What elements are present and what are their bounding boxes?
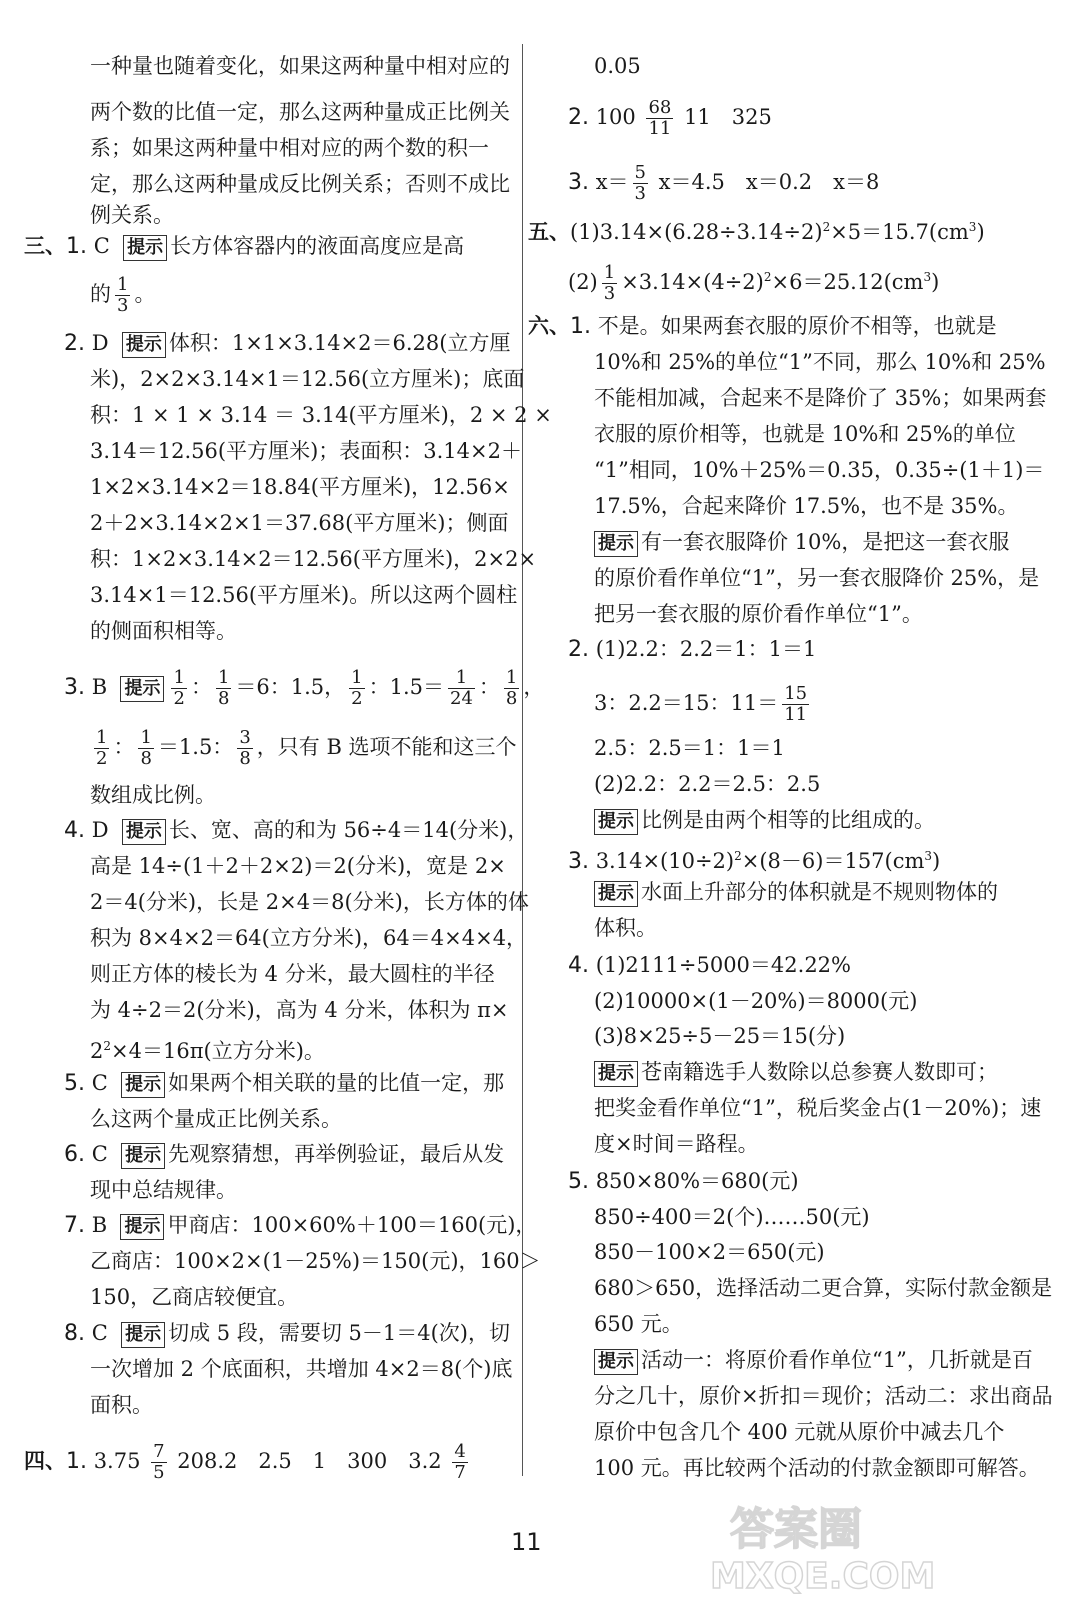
question-number: 4. [64,818,85,843]
hint-badge: 提示 [121,1322,165,1348]
text: (1)2111÷5000＝42.22% [595,953,851,977]
question-number: 1. [66,1449,87,1474]
hint-badge: 提示 [594,881,638,907]
text-line: 高是 14÷(1＋2＋2×2)＝2(分米)，宽是 2× [90,854,506,878]
text-line: 乙商店：100×2×(1－25%)＝150(元)，160＞ [90,1249,541,1273]
answer: D [91,331,109,355]
text: 的 [90,282,111,306]
hint-badge: 提示 [121,1143,165,1169]
question-number: 1. [66,234,87,259]
section-6-q2 [568,634,816,665]
text-line: 1×2×3.14×2＝18.84(平方厘米)，12.56× [90,475,510,499]
text-line [90,275,155,316]
question-number: 2. [568,637,589,662]
hint-text: 活动一：将原价看作单位“1”，几折就是百 [641,1348,1033,1372]
text-line: 17.5%，合起来降价 17.5%，也不是 35%。 [594,494,1019,518]
fraction: $\frac{1}{2}$ [96,727,108,769]
answer: 11 325 [684,105,772,129]
question-number: 1. [570,314,591,339]
text-line: 850－100×2＝650(元) [594,1240,825,1264]
hint-line [594,805,935,835]
answer: 100 [595,105,636,129]
question-4-3 [568,163,879,204]
text-line: 为 4÷2＝2(分米)，高为 4 分米，体积为 π× [90,998,509,1022]
hint-text: 长方体容器内的液面高度应是高 [170,234,465,258]
text: ： [190,675,212,699]
answer: B [91,675,108,699]
fraction: $\frac{7}{5}$ [153,1441,165,1483]
hint-badge: 提示 [123,235,167,261]
text-line: 把奖金看作单位“1”，税后奖金占(1－20%)；速 [594,1096,1042,1120]
answer: C [91,1071,108,1095]
text-line: 原价中包含几个 400 元就从原价中减去几个 [594,1420,1005,1444]
fraction: $\frac{1}{2}$ [173,667,185,709]
text-line: 衣服的原价相等，也就是 10%和 25%的单位 [594,422,1016,446]
text: 850×80%＝680(元) [595,1169,799,1193]
text-line: 一次增加 2 个底面积，共增加 4×2＝8(个)底 [90,1357,513,1381]
hint-badge: 提示 [120,1214,164,1240]
fraction: $\frac{68}{11}$ [648,97,672,139]
page-number: 11 [511,1528,542,1556]
hint-text: 体积：1×1×3.14×2＝6.28(立方厘 [168,331,511,355]
hint-badge: 提示 [122,819,166,845]
text-line: 2＋2×3.14×2×1＝37.68(平方厘米)；侧面 [90,511,509,535]
text-line: 例关系。 [90,203,174,227]
answer: 3.75 [93,1449,141,1473]
fraction: $\frac{1}{8}$ [505,667,518,709]
text-line: 定，那么这两种量成反比例关系；否则不成比 [90,172,510,196]
text: ：1.5＝ [368,675,445,699]
hint-badge: 提示 [594,809,638,835]
answer: B [91,1213,108,1237]
text-line: 积：1 × 1 × 3.14 ＝ 3.14(平方厘米)，2 × 2 × [90,403,552,427]
section-6-q4 [568,950,851,981]
text-line: 0.05 [594,54,641,78]
text-line: 一种量也随着变化，如果这两种量中相对应的 [90,54,510,78]
fraction: $\frac{3}{8}$ [239,727,251,769]
text-line: 的原价看作单位“1”，另一套衣服降价 25%，是 [594,566,1040,590]
fraction: $\frac{1}{24}$ [450,667,473,709]
hint-badge: 提示 [594,1061,638,1087]
answer: C [91,1321,108,1345]
question-number: 2. [568,105,589,130]
question-4 [64,815,528,846]
question-4-2 [568,98,772,139]
question-3-1 [24,231,464,262]
text-line: 150，乙商店较便宜。 [90,1285,299,1309]
text-line: (2)10000×(1－20%)＝8000(元) [594,989,918,1013]
section-label: 三、 [24,233,66,258]
fraction: $\frac{1}{3}$ [603,262,616,304]
answer: D [91,818,109,842]
question-number: 7. [64,1213,85,1238]
hint-text: 水面上升部分的体积就是不规则物体的 [641,880,998,904]
text-line: 3.14＝12.56(平方厘米)；表面积：3.14×2＋ [90,439,522,463]
question-number: 3. [64,675,85,700]
text-line: 面积。 [90,1393,153,1417]
watermark-logo [700,1496,1080,1596]
text-line: 850÷400＝2(个)……50(元) [594,1205,870,1229]
text-line: 3.14×1＝12.56(平方厘米)。所以这两个圆柱 [90,583,518,607]
hint-text: 切成 5 段，需要切 5－1＝4(次)，切 [168,1321,510,1345]
text: ： [478,675,500,699]
text: ： [113,735,135,759]
question-number: 8. [64,1321,85,1346]
text-line: 么这两个量成正比例关系。 [90,1107,342,1131]
question-5 [64,1068,504,1099]
text-line: 两个数的比值一定，那么这两种量成正比例关 [90,100,510,124]
hint-badge: 提示 [121,1072,165,1098]
hint-text: 甲商店：100×60%＋100＝160(元)， [167,1213,537,1237]
fraction: $\frac{4}{7}$ [454,1441,466,1483]
question-number: 3. [568,849,589,874]
question-2 [64,328,510,359]
hint-line [594,1057,998,1087]
text-line: 650 元。 [594,1312,683,1336]
question-number: 2. [64,331,85,356]
hint-badge: 提示 [594,531,638,557]
fraction: $\frac{1}{2}$ [351,667,363,709]
text: ＝1.5： [157,735,234,759]
text-line: 不能相加减，合起来不是降价了 35%；如果两套 [594,386,1047,410]
section-label: 六、 [528,313,570,338]
text: ，只有 B 选项不能和这三个 [256,735,517,759]
text-line: $2^2\times 4=16\pi$(立方分米)。 [90,1039,325,1063]
text-line: 积为 8×4×2＝64(立方分米)，64＝4×4×4， [90,926,528,950]
section-6-q5 [568,1166,799,1197]
text-line: 度×时间＝路程。 [594,1132,759,1156]
section-label: 五、 [528,219,570,244]
hint-badge: 提示 [594,1349,638,1375]
text-line: 数组成比例。 [90,783,216,807]
text-line: 体积。 [594,916,657,940]
answer: 208.2 2.5 1 300 3.2 [177,1449,442,1473]
hint-text: 如果两个相关联的量的比值一定，那 [168,1071,505,1095]
question-7 [64,1210,536,1241]
text-line: 10%和 25%的单位“1”不同，那么 10%和 25% [594,350,1046,374]
question-number: 5. [568,1169,589,1194]
question-6 [64,1139,504,1170]
hint-badge: 提示 [120,676,164,702]
hint-line [594,527,1009,557]
text: ， [523,675,545,699]
text: 不是。如果两套衣服的原价不相等，也就是 [597,314,997,338]
text-line: 米)，2×2×3.14×1＝12.56(立方厘米)；底面 [90,367,525,391]
watermark-text: MXQE.COM [710,1556,936,1596]
question-8 [64,1318,510,1349]
answer: x＝4.5 x＝0.2 x＝8 [658,170,880,194]
text-line: (3)8×25÷5－25＝15(分) [594,1024,846,1048]
hint-text: 比例是由两个相等的比组成的。 [641,808,935,832]
answer: C [91,1142,108,1166]
fraction: $\frac{5}{3}$ [634,162,646,204]
fraction: $\frac{1}{8}$ [140,727,152,769]
text-line: 把另一套衣服的原价看作单位“1”。 [594,602,923,626]
question-number: 6. [64,1142,85,1167]
text-line: 积：1×2×3.14×2＝12.56(平方厘米)，2×2× [90,547,537,571]
answer: x＝ [595,170,629,194]
fraction: $\frac{1}{3}$ [117,274,129,316]
text-line: 680＞650，选择活动二更合算，实际付款金额是 [594,1276,1053,1300]
text-line: 的侧面积相等。 [90,619,237,643]
text-line: 3：2.2＝15：11＝ $\frac{15}{11}$ [594,683,808,725]
text-line: 分之几十，原价×折扣＝现价；活动二：求出商品 [594,1384,1053,1408]
hint-text: 先观察猜想，再举例验证，最后从发 [168,1142,505,1166]
section-6-q3: 3. $3.14\times(10\div 2)^2\times(8-6)=157(cm^3)$ [568,849,941,874]
question-number: 3. [568,170,589,195]
section-6-q1 [528,311,997,342]
text-line: 100 元。再比较两个活动的付款金额即可解答。 [594,1456,1040,1480]
hint-text: 苍南籍选手人数除以总参赛人数即可； [641,1060,998,1084]
section-5-line-1: 五、$(1)3.14\times(6.28\div 3.14\div 2)^2\times 5=15.7(cm^3)$ [528,219,985,244]
text-line: 2.5：2.5＝1：1＝1 [594,736,785,760]
hint-badge: 提示 [122,332,166,358]
text: ＝6：1.5， [235,675,346,699]
question-number: 5. [64,1071,85,1096]
text: 。 [134,282,156,306]
hint-line [594,1345,1033,1375]
hint-line [594,877,998,907]
text-line: 则正方体的棱长为 4 分米，最大圆柱的半径 [90,962,495,986]
section-4-answers [24,1442,472,1483]
section-5-line-2: (2) $\frac{1}{3}$ $\times 3.14\times(4\div 2)^2\times 6=25.12(cm^3)$ [568,262,940,304]
answer: C [93,234,110,258]
fraction: $\frac{15}{11}$ [784,683,808,725]
fraction: $\frac{1}{8}$ [217,667,230,709]
section-label: 四、 [24,1448,66,1473]
text-line: (2)2.2：2.2＝2.5：2.5 [594,772,821,796]
text-line: 2＝4(分米)，长是 2×4＝8(分米)，长方体的体 [90,890,529,914]
question-number: 4. [568,953,589,978]
question-3 [64,668,544,709]
text-line [90,728,517,769]
text-line: 系；如果这两种量中相对应的两个数的积一 [90,136,489,160]
text-line: 现中总结规律。 [90,1178,237,1202]
hint-text: 有一套衣服降价 10%，是把这一套衣服 [641,530,1010,554]
text-line: “1”相同，10%＋25%＝0.35，0.35÷(1＋1)＝ [594,458,1045,482]
hint-text: 长、宽、高的和为 56÷4＝14(分米)， [168,818,529,842]
text: (1)2.2：2.2＝1：1＝1 [595,637,817,661]
watermark-cn: 答案圈 [730,1504,862,1555]
